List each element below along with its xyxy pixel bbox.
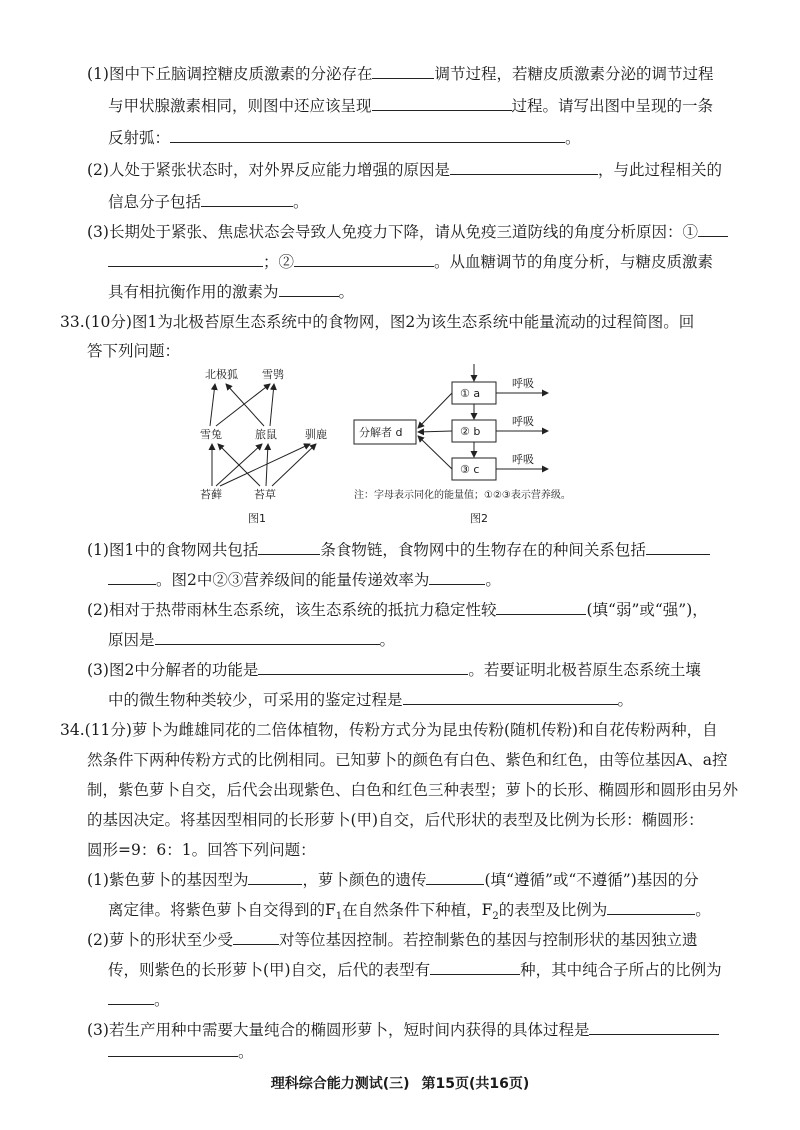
answer-blank[interactable] [403, 690, 618, 705]
q32-part1-line1: (1)图中下丘脑调控糖皮质激素的分泌存在 调节过程，若糖皮质激素分泌的调节过程 [87, 65, 714, 83]
svg-text:③ c: ③ c [460, 463, 480, 476]
q34-part1-line1: (1)紫色萝卜的基因型为 ，萝卜颜色的遗传 (填“遵循”或“不遵循”)基因的分 [87, 871, 699, 889]
answer-blank[interactable] [258, 660, 468, 675]
node-lemming: 旅鼠 [255, 428, 277, 441]
answer-blank[interactable] [430, 960, 520, 975]
q32-part3-line3: 具有相抗衡作用的激素为 。 [108, 283, 355, 301]
figure2-caption: 图2 [470, 512, 488, 525]
node-sedge: 苔草 [254, 488, 276, 501]
q34-part2-line3: 。 [108, 990, 170, 1010]
q32-part3-line2: ；② 。从血糖调节的角度分析，与糖皮质激素 [108, 252, 713, 272]
q33-part1-line1: (1)图1中的食物网共包括 条食物链，食物网中的生物存在的种间关系包括 [87, 540, 710, 560]
answer-blank[interactable] [496, 600, 586, 615]
answer-blank[interactable] [426, 870, 484, 885]
q34-intro-line5: 圆形=9：6：1。回答下列问题： [87, 841, 316, 859]
svg-text:① a: ① a [460, 387, 481, 400]
respiration-label: 呼吸 [512, 415, 534, 428]
q34-part3-line2: 。 [108, 1042, 254, 1062]
q33-part1-line2: 。图2中②③营养级间的能量传递效率为 。 [108, 570, 501, 590]
q32-part1-line3: 反射弧： 。 [108, 129, 581, 147]
q32-part2-line1: (2)人处于紧张状态时，对外界反应能力增强的原因是 ，与此过程相关的 [87, 161, 722, 179]
answer-blank[interactable] [372, 64, 434, 79]
node-arctic-fox: 北极狐 [205, 368, 238, 381]
q33-intro-line1: 33.(10分)图1为北极苔原生态系统中的食物网，图2为该生态系统中能量流动的过程简图。回 [60, 313, 695, 331]
q34-intro-line1: 34.(11分)萝卜为雌雄同花的二倍体植物，传粉方式分为昆虫传粉(随机传粉)和自花传粉两种，自 [60, 721, 718, 739]
answer-blank[interactable] [429, 570, 485, 585]
svg-text:② b: ② b [460, 425, 481, 438]
page-number: 第15页(共16页) [421, 1076, 530, 1092]
q32-part1-line2: 与甲状腺激素相同，则图中还应该呈现 过程。请写出图中呈现的一条 [108, 97, 714, 115]
answer-blank[interactable] [108, 1042, 238, 1057]
q34-part1-line2: 离定律。将紫色萝卜自交得到的$F_1$在自然条件下种植，$F_2$的表型及比例为 。 [108, 901, 711, 923]
q34-part2-line1: (2)萝卜的形状至少受 对等位基因控制。若控制紫色的基因与控制形状的基因独立遗 [87, 931, 698, 949]
answer-blank[interactable] [372, 96, 512, 111]
q33-part3-line2: 中的微生物种类较少，可采用的鉴定过程是 。 [108, 691, 634, 709]
q33-part2-line1: (2)相对于热带雨林生态系统，该生态系统的抵抗力稳定性较 (填“弱”或“强”)， [87, 601, 708, 619]
q34-part2-line2: 传，则紫色的长形萝卜(甲)自交，后代的表型有 种，其中纯合子所占的比例为 [108, 961, 722, 979]
answer-blank[interactable] [607, 900, 695, 915]
respiration-label: 呼吸 [512, 377, 534, 390]
answer-blank[interactable] [108, 570, 156, 585]
q32-part3-line1: (3)长期处于紧张、焦虑状态会导致人免疫力下降，请从免疫三道防线的角度分析原因：① [87, 222, 728, 242]
q34-intro-line4: 的基因决定。将基因型相同的长形萝卜(甲)自交，后代形状的表型及比例为长形：椭圆形： [87, 811, 704, 829]
answer-blank[interactable] [108, 252, 263, 267]
answer-blank[interactable] [589, 1020, 719, 1035]
respiration-label: 呼吸 [512, 453, 534, 466]
answer-blank[interactable] [294, 252, 434, 267]
q33-part3-line1: (3)图2中分解者的功能是 。若要证明北极苔原生态系统土壤 [87, 661, 701, 679]
answer-blank[interactable] [258, 540, 320, 555]
node-snowy-owl: 雪鸮 [262, 368, 284, 381]
exam-title: 理科综合能力测试(三) [270, 1076, 410, 1092]
q32-part2-line2: 信息分子包括 。 [108, 193, 309, 211]
answer-blank[interactable] [279, 282, 339, 297]
node-moss: 苔藓 [200, 488, 222, 501]
answer-blank[interactable] [155, 630, 380, 645]
answer-blank[interactable] [646, 540, 710, 555]
answer-blank[interactable] [170, 128, 565, 143]
answer-blank[interactable] [698, 222, 728, 237]
answer-blank[interactable] [108, 990, 154, 1005]
answer-blank[interactable] [248, 870, 302, 885]
node-reindeer: 驯鹿 [305, 428, 327, 441]
q33-intro-line2: 答下列问题： [87, 342, 181, 360]
figure1-caption: 图1 [248, 512, 266, 525]
figure2-energy-flow [352, 362, 582, 527]
answer-blank[interactable] [233, 930, 279, 945]
figure1-food-web [190, 362, 340, 527]
answer-blank[interactable] [201, 192, 293, 207]
q34-intro-line2: 然条件下两种传粉方式的比例相同。已知萝卜的颜色有白色、紫色和红色，由等位基因A、a控 [87, 751, 728, 769]
figure2-note: 注：字母表示同化的能量值；①②③表示营养级。 [354, 490, 571, 501]
q33-part2-line2: 原因是 。 [108, 631, 396, 649]
node-snow-hare: 雪兔 [200, 428, 222, 441]
q34-part3-line1: (3)若生产用种中需要大量纯合的椭圆形萝卜，短时间内获得的具体过程是 [87, 1020, 719, 1040]
q34-intro-line3: 制，紫色萝卜自交，后代会出现紫色、白色和红色三种表型；萝卜的长形、椭圆形和圆形由另外 [87, 781, 739, 799]
answer-blank[interactable] [450, 160, 598, 175]
svg-text:分解者 d: 分解者 d [359, 426, 403, 439]
page-footer [0, 1073, 800, 1093]
